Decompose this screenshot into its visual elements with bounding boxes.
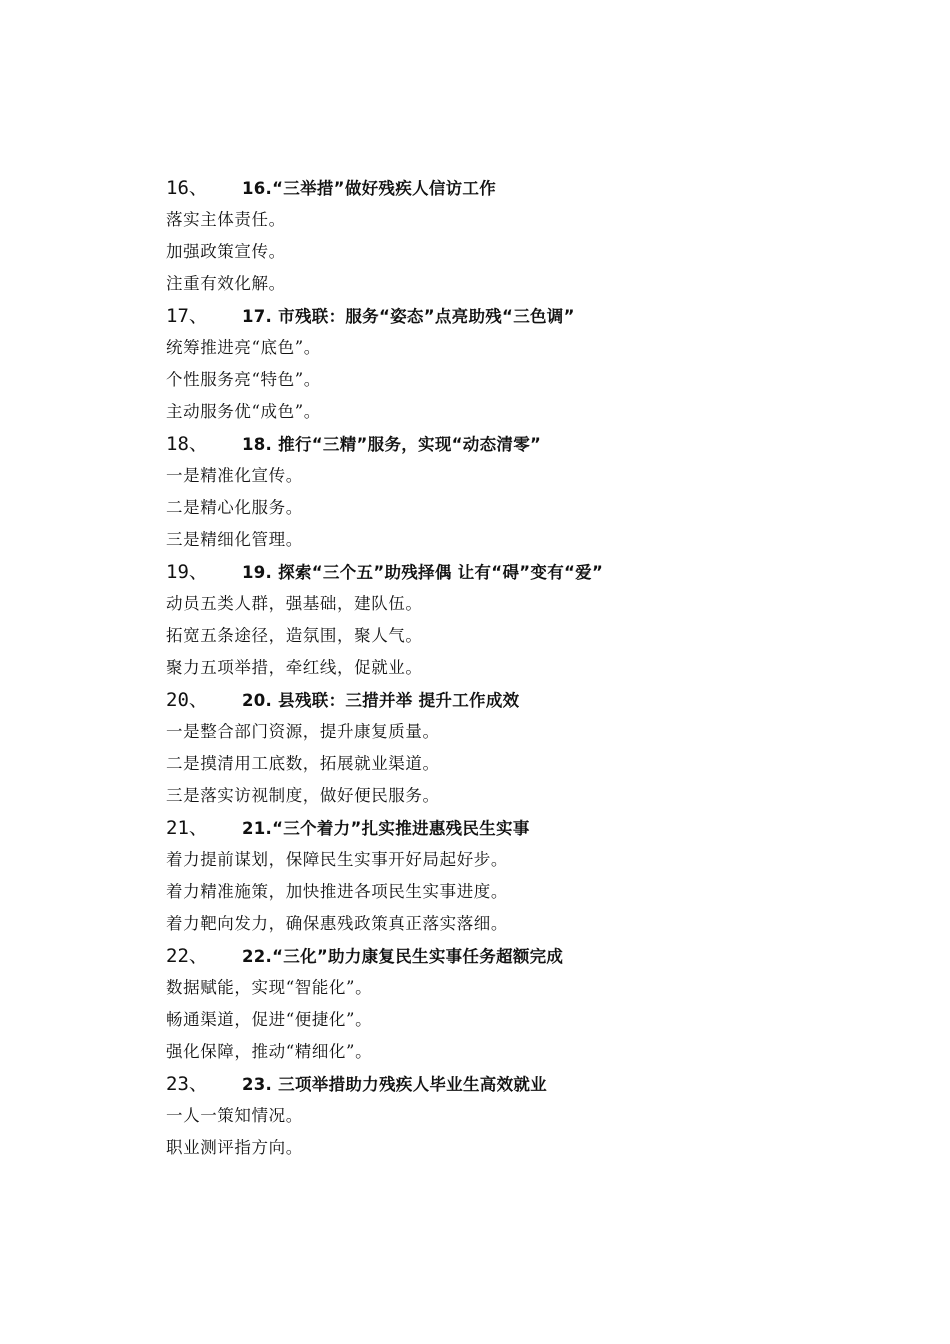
section-heading <box>166 172 806 204</box>
section-heading <box>166 684 806 716</box>
section-heading <box>166 812 806 844</box>
list-item: 二是精心化服务。 <box>166 498 303 517</box>
list-item: 强化保障，推动“精细化”。 <box>166 1042 373 1061</box>
section-number: 17、 <box>166 305 208 327</box>
document-body <box>166 172 806 1164</box>
section-title: 18. 推行“三精”服务，实现“动态清零” <box>242 435 542 454</box>
section-number: 16、 <box>166 177 208 199</box>
section-20 <box>166 684 806 812</box>
list-item: 二是摸清用工底数，拓展就业渠道。 <box>166 754 440 773</box>
list-item: 着力提前谋划，保障民生实事开好局起好步。 <box>166 850 508 869</box>
list-item: 着力精准施策，加快推进各项民生实事进度。 <box>166 882 508 901</box>
section-16 <box>166 172 806 300</box>
list-item: 数据赋能，实现“智能化”。 <box>166 978 373 997</box>
list-item: 加强政策宣传。 <box>166 242 286 261</box>
section-number: 22、 <box>166 945 208 967</box>
section-number: 23、 <box>166 1073 208 1095</box>
list-item: 畅通渠道，促进“便捷化”。 <box>166 1010 373 1029</box>
list-item: 落实主体责任。 <box>166 210 286 229</box>
section-heading <box>166 1068 806 1100</box>
section-17 <box>166 300 806 428</box>
section-18 <box>166 428 806 556</box>
section-heading <box>166 940 806 972</box>
section-title: 22.“三化”助力康复民生实事任务超额完成 <box>242 947 564 966</box>
section-22 <box>166 940 806 1068</box>
section-number: 19、 <box>166 561 208 583</box>
list-item: 一是精准化宣传。 <box>166 466 303 485</box>
list-item: 个性服务亮“特色”。 <box>166 370 321 389</box>
list-item: 聚力五项举措，牵红线，促就业。 <box>166 658 423 677</box>
section-heading <box>166 300 806 332</box>
section-title: 19. 探索“三个五”助残择偶 让有“碍”变有“爱” <box>242 563 604 582</box>
section-number: 18、 <box>166 433 208 455</box>
list-item: 三是精细化管理。 <box>166 530 303 549</box>
section-number: 21、 <box>166 817 208 839</box>
list-item: 动员五类人群，强基础，建队伍。 <box>166 594 423 613</box>
section-title: 20. 县残联：三措并举 提升工作成效 <box>242 691 520 710</box>
list-item: 一人一策知情况。 <box>166 1106 303 1125</box>
section-number: 20、 <box>166 689 208 711</box>
section-23 <box>166 1068 806 1164</box>
section-heading <box>166 556 806 588</box>
list-item: 一是整合部门资源，提升康复质量。 <box>166 722 440 741</box>
section-heading <box>166 428 806 460</box>
section-title: 23. 三项举措助力残疾人毕业生高效就业 <box>242 1075 547 1094</box>
list-item: 统筹推进亮“底色”。 <box>166 338 321 357</box>
section-title: 17. 市残联：服务“姿态”点亮助残“三色调” <box>242 307 575 326</box>
list-item: 注重有效化解。 <box>166 274 286 293</box>
section-19 <box>166 556 806 684</box>
section-title: 21.“三个着力”扎实推进惠残民生实事 <box>242 819 530 838</box>
section-21 <box>166 812 806 940</box>
list-item: 三是落实访视制度，做好便民服务。 <box>166 786 440 805</box>
list-item: 职业测评指方向。 <box>166 1138 303 1157</box>
section-title: 16.“三举措”做好残疾人信访工作 <box>242 179 497 198</box>
list-item: 拓宽五条途径，造氛围，聚人气。 <box>166 626 423 645</box>
list-item: 着力靶向发力，确保惠残政策真正落实落细。 <box>166 914 508 933</box>
list-item: 主动服务优“成色”。 <box>166 402 321 421</box>
